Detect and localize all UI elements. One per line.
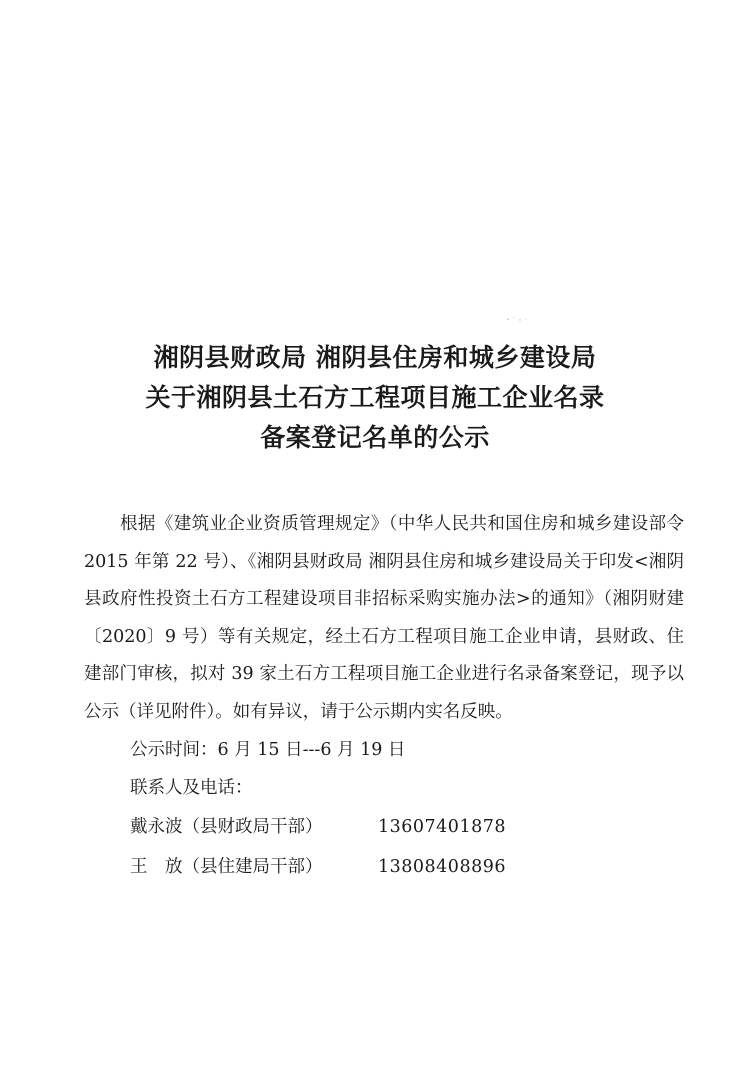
document-body <box>84 506 684 887</box>
contact-row <box>84 807 684 847</box>
contact-phone: 13808408896 <box>378 857 506 877</box>
document-title <box>60 338 690 458</box>
title-line-3: 备案登记名单的公示 <box>260 423 490 452</box>
contact-row <box>84 847 684 887</box>
contact-phone: 13607401878 <box>378 817 506 837</box>
scan-speck <box>505 316 531 322</box>
notice-period: 公示时间：6 月 15 日---6 月 19 日 <box>130 740 406 760</box>
title-line-1: 湘阴县财政局 湘阴县住房和城乡建设局 <box>153 343 597 372</box>
contact-name: 王 放（县住建局干部） <box>130 857 323 877</box>
contact-name: 戴永波（县财政局干部） <box>130 817 323 837</box>
main-paragraph: 根据《建筑业企业资质管理规定》（中华人民共和国住房和城乡建设部令 2015 年第 22 号）、《湘阴县财政局 湘阴县住房和城乡建设局关于印发<湘阴县政府性投资土石方工程建设项目非招标采购实施办法>的通知》（湘阴财建〔2020〕9 号）等有关规定，经土石方工程项目施工企业申请，县财政、住建部门审核，拟对 39 家土石方工程项目施工企业进行名录备案登记，现予以公示（详见附件）。如有异议，请于公示期内实名反映。 <box>84 514 684 722</box>
contacts-label: 联系人及电话： <box>130 778 253 798</box>
title-line-2: 关于湘阴县土石方工程项目施工企业名录 <box>145 383 605 412</box>
